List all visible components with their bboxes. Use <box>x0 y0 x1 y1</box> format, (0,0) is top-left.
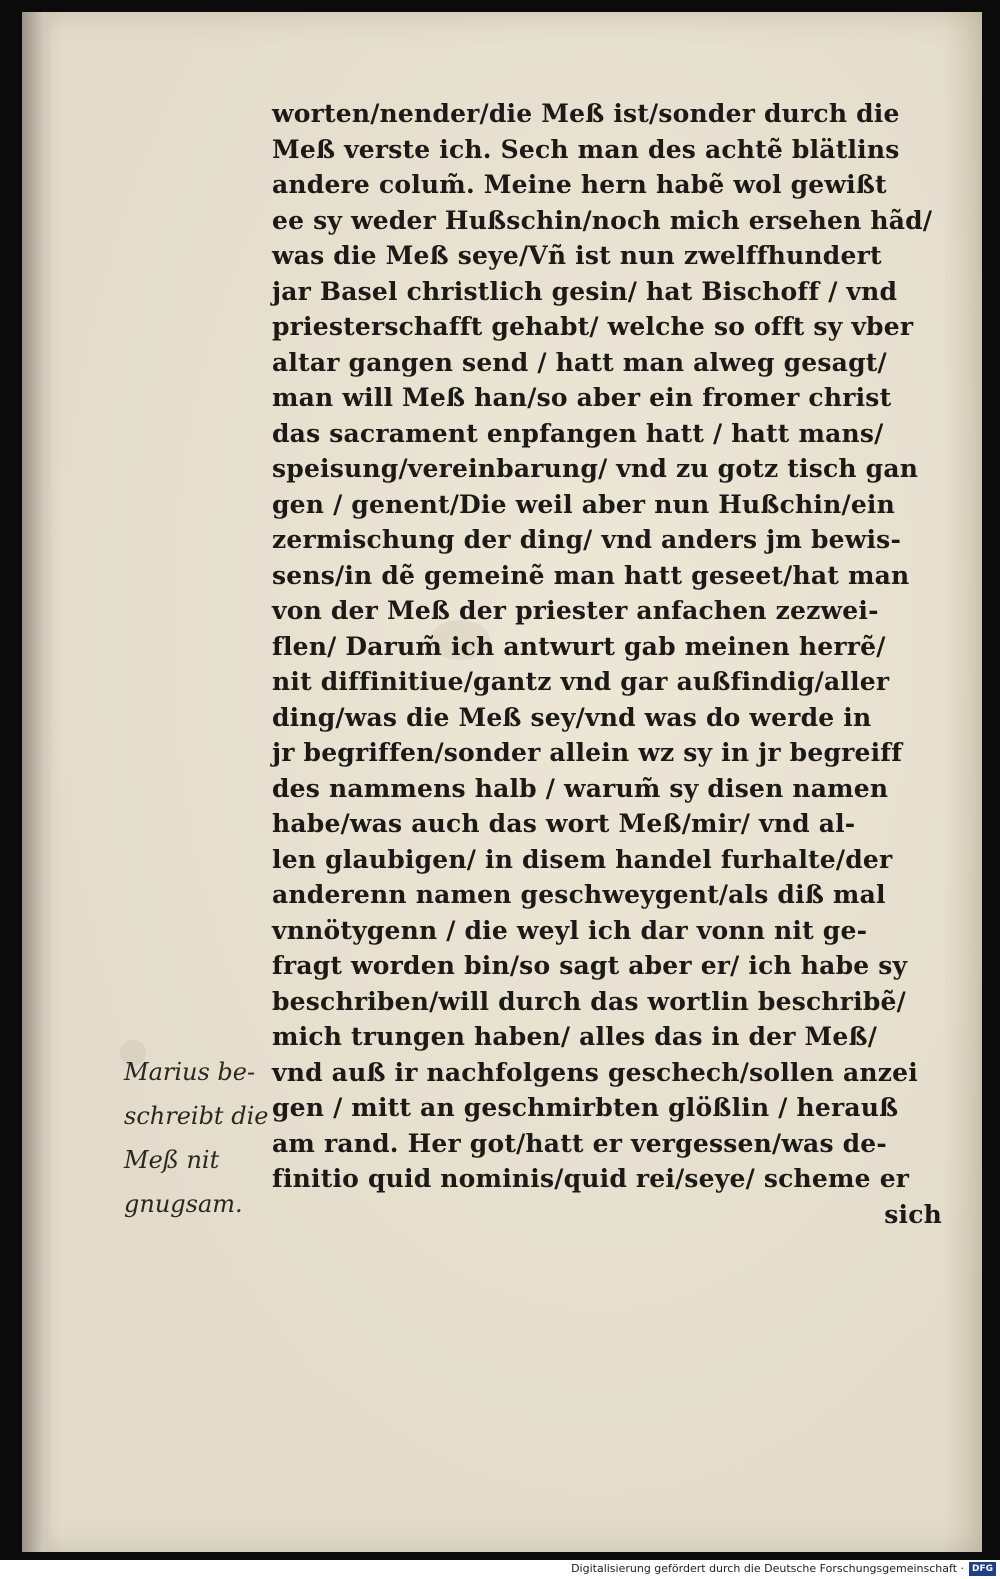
footer-credit: Digitalisierung gefördert durch die Deutsche Forschungsgemeinschaft · <box>571 1562 964 1575</box>
text-line: gen / genent/Die weil aber nun Hußchin/ein <box>272 489 895 519</box>
text-line: des nammens halb / warum̃ sy disen namen <box>272 773 889 803</box>
text-line: flen/ Darum̃ ich antwurt gab meinen herrẽ/ <box>272 631 886 661</box>
text-line: ding/was die Meß sey/vnd was do werde in <box>272 702 872 732</box>
page-gutter <box>22 12 52 1552</box>
text-line: speisung/vereinbarung/ vnd zu gotz tisch gan <box>272 454 919 483</box>
text-line: was die Meß seye/Vñ ist nun zwelffhundert <box>272 241 882 270</box>
text-line: anderenn namen geschweygent/als diß mal <box>272 880 886 909</box>
dfg-logo: DFG <box>969 1562 996 1576</box>
text-line: len glaubigen/ in disem handel furhalte/der <box>272 844 893 874</box>
text-line: finitio quid nominis/quid rei/seye/ scheme er <box>272 1164 910 1193</box>
text-line: altar gangen send / hatt man alweg gesagt/ <box>272 347 887 377</box>
text-line: das sacrament enpfangen hatt / hatt mans/ <box>272 418 884 448</box>
text-line: andere colum̃. Meine hern habẽ wol gewißt <box>272 170 887 199</box>
text-line: ee sy weder Hußschin/noch mich ersehen hãd/ <box>272 205 933 235</box>
text-line: sich <box>884 1199 942 1229</box>
marginal-line: Meß nit <box>124 1146 220 1174</box>
marginal-line: gnugsam. <box>124 1190 243 1218</box>
text-line: am rand. Her got/hatt er vergessen/was de- <box>272 1128 887 1158</box>
text-line: von der Meß der priester anfachen zezwei- <box>272 596 879 625</box>
text-line: mich trungen haben/ alles das in der Meß/ <box>272 1022 878 1051</box>
marginal-line: schreibt die <box>124 1102 269 1130</box>
text-line: zermischung der ding/ vnd anders jm bewis- <box>272 525 902 554</box>
text-line: jr begriffen/sonder allein wz sy in jr begreiff <box>272 738 903 767</box>
text-line: worten/nender/die Meß ist/sonder durch die <box>272 99 900 128</box>
marginal-line: Marius be- <box>124 1058 256 1086</box>
text-line: fragt worden bin/so sagt aber er/ ich habe sy <box>272 951 908 980</box>
text-line: vnnötygenn / die weyl ich dar vonn nit ge- <box>272 915 868 945</box>
text-line: man will Meß han/so aber ein fromer christ <box>272 383 892 412</box>
text-line: jar Basel christlich gesin/ hat Bischoff / vnd <box>272 276 898 306</box>
footer-bar <box>0 1560 1000 1579</box>
body-text <box>272 96 972 1232</box>
marginal-note <box>124 1050 274 1226</box>
text-line: Meß verste ich. Sech man des achtẽ blätlins <box>272 134 900 164</box>
text-line: gen / mitt an geschmirbten glößlin / herauß <box>272 1093 899 1122</box>
text-line: sens/in dẽ gemeinẽ man hatt geseet/hat man <box>272 560 910 590</box>
text-line: priesterschafft gehabt/ welche so offt sy vber <box>272 312 914 341</box>
text-line: nit diffinitiue/gantz vnd gar außfindig/aller <box>272 667 890 696</box>
text-line: vnd auß ir nachfolgens geschech/sollen anzei <box>272 1057 918 1087</box>
text-line: beschriben/will durch das wortlin beschribẽ/ <box>272 986 906 1016</box>
text-line: habe/was auch das wort Meß/mir/ vnd al- <box>272 809 856 838</box>
